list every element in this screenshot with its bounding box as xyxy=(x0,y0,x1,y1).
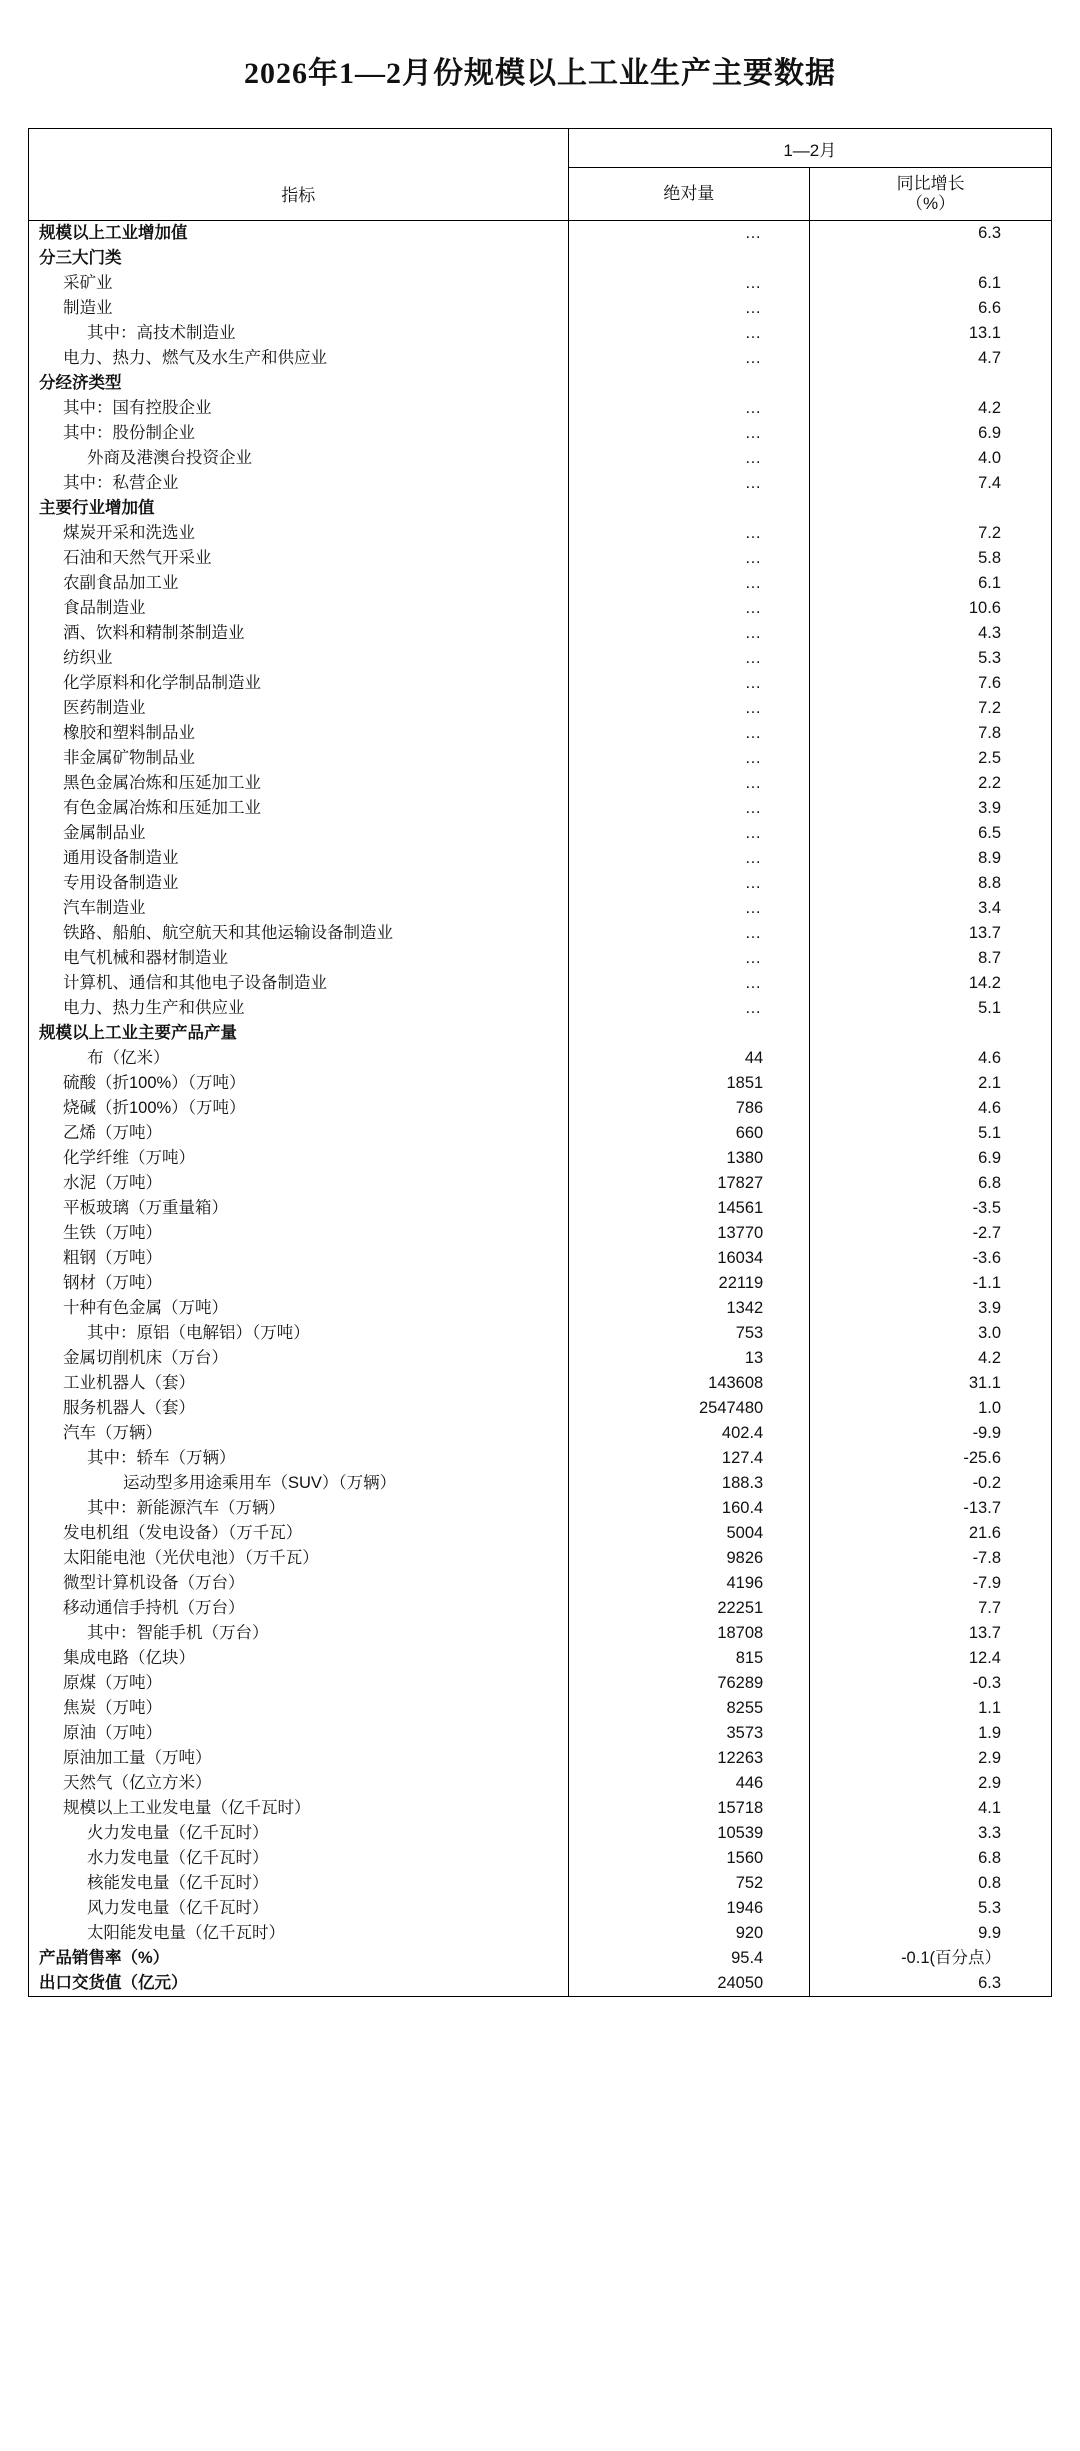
row-absolute: 95.4 xyxy=(568,1946,810,1971)
header-indicator: 指标 xyxy=(29,168,569,221)
row-absolute: 3573 xyxy=(568,1721,810,1746)
header-indicator-top xyxy=(29,129,569,168)
row-indicator: 发电机组（发电设备）（万千瓦） xyxy=(29,1521,569,1546)
row-yoy: 13.7 xyxy=(810,1621,1052,1646)
table-row xyxy=(29,1146,1052,1171)
table-row xyxy=(29,1446,1052,1471)
row-indicator: 主要行业增加值 xyxy=(29,496,569,521)
row-indicator: 外商及港澳台投资企业 xyxy=(29,446,569,471)
row-indicator: 出口交货值（亿元） xyxy=(29,1971,569,1997)
row-absolute: … xyxy=(568,996,810,1021)
row-yoy: 4.6 xyxy=(810,1046,1052,1071)
row-indicator: 规模以上工业主要产品产量 xyxy=(29,1021,569,1046)
table-row xyxy=(29,1021,1052,1046)
row-indicator: 天然气（亿立方米） xyxy=(29,1771,569,1796)
row-indicator: 石油和天然气开采业 xyxy=(29,546,569,571)
table-row xyxy=(29,971,1052,996)
row-absolute: … xyxy=(568,421,810,446)
row-indicator: 橡胶和塑料制品业 xyxy=(29,721,569,746)
row-yoy: 14.2 xyxy=(810,971,1052,996)
table-row xyxy=(29,921,1052,946)
row-indicator: 有色金属冶炼和压延加工业 xyxy=(29,796,569,821)
row-yoy: -9.9 xyxy=(810,1421,1052,1446)
row-indicator: 工业机器人（套） xyxy=(29,1371,569,1396)
row-absolute: … xyxy=(568,771,810,796)
row-yoy: 5.3 xyxy=(810,646,1052,671)
row-yoy: 21.6 xyxy=(810,1521,1052,1546)
row-absolute: … xyxy=(568,296,810,321)
table-row xyxy=(29,1896,1052,1921)
table-header-row-top xyxy=(29,129,1052,168)
row-absolute: 786 xyxy=(568,1096,810,1121)
row-indicator: 风力发电量（亿千瓦时） xyxy=(29,1896,569,1921)
row-yoy xyxy=(810,1021,1052,1046)
row-yoy: -3.6 xyxy=(810,1246,1052,1271)
row-yoy: 5.1 xyxy=(810,996,1052,1021)
row-yoy: 6.5 xyxy=(810,821,1052,846)
row-absolute: 14561 xyxy=(568,1196,810,1221)
row-absolute: 44 xyxy=(568,1046,810,1071)
table-row xyxy=(29,596,1052,621)
row-yoy: 8.7 xyxy=(810,946,1052,971)
row-indicator: 十种有色金属（万吨） xyxy=(29,1296,569,1321)
table-row xyxy=(29,496,1052,521)
row-indicator: 移动通信手持机（万台） xyxy=(29,1596,569,1621)
row-absolute: … xyxy=(568,221,810,247)
row-indicator: 原煤（万吨） xyxy=(29,1671,569,1696)
row-absolute: 660 xyxy=(568,1121,810,1146)
row-yoy: 1.1 xyxy=(810,1696,1052,1721)
table-row xyxy=(29,571,1052,596)
row-absolute: 752 xyxy=(568,1871,810,1896)
row-absolute: … xyxy=(568,946,810,971)
table-row xyxy=(29,1296,1052,1321)
row-indicator: 其中：原铝（电解铝）（万吨） xyxy=(29,1321,569,1346)
row-indicator: 微型计算机设备（万台） xyxy=(29,1571,569,1596)
table-row xyxy=(29,1071,1052,1096)
row-yoy: 3.0 xyxy=(810,1321,1052,1346)
row-yoy: 6.3 xyxy=(810,221,1052,247)
row-absolute: 4196 xyxy=(568,1571,810,1596)
row-yoy: 3.9 xyxy=(810,796,1052,821)
table-row xyxy=(29,1396,1052,1421)
row-yoy: 2.2 xyxy=(810,771,1052,796)
row-yoy: -2.7 xyxy=(810,1221,1052,1246)
header-yoy-line1: 同比增长 xyxy=(896,174,965,193)
table-row xyxy=(29,1771,1052,1796)
row-yoy xyxy=(810,371,1052,396)
table-row xyxy=(29,721,1052,746)
table-row xyxy=(29,271,1052,296)
row-indicator: 水力发电量（亿千瓦时） xyxy=(29,1846,569,1871)
row-yoy xyxy=(810,496,1052,521)
row-absolute: … xyxy=(568,546,810,571)
row-indicator: 硫酸（折100%）（万吨） xyxy=(29,1071,569,1096)
table-row xyxy=(29,1796,1052,1821)
row-absolute: 10539 xyxy=(568,1821,810,1846)
row-indicator: 其中：新能源汽车（万辆） xyxy=(29,1496,569,1521)
row-absolute: … xyxy=(568,796,810,821)
row-yoy: 7.8 xyxy=(810,721,1052,746)
row-yoy: -25.6 xyxy=(810,1446,1052,1471)
row-indicator: 农副食品加工业 xyxy=(29,571,569,596)
row-absolute: 160.4 xyxy=(568,1496,810,1521)
table-row xyxy=(29,896,1052,921)
table-row xyxy=(29,1346,1052,1371)
row-absolute xyxy=(568,371,810,396)
row-indicator: 水泥（万吨） xyxy=(29,1171,569,1196)
row-indicator: 计算机、通信和其他电子设备制造业 xyxy=(29,971,569,996)
table-row xyxy=(29,1846,1052,1871)
row-indicator: 乙烯（万吨） xyxy=(29,1121,569,1146)
row-yoy: 2.9 xyxy=(810,1771,1052,1796)
row-yoy: 4.0 xyxy=(810,446,1052,471)
row-indicator: 电力、热力生产和供应业 xyxy=(29,996,569,1021)
row-indicator: 其中：轿车（万辆） xyxy=(29,1446,569,1471)
row-absolute: … xyxy=(568,896,810,921)
row-absolute: 13 xyxy=(568,1346,810,1371)
row-indicator: 非金属矿物制品业 xyxy=(29,746,569,771)
table-row xyxy=(29,1221,1052,1246)
row-absolute: … xyxy=(568,446,810,471)
row-yoy: 8.9 xyxy=(810,846,1052,871)
table-row xyxy=(29,821,1052,846)
row-yoy: 4.2 xyxy=(810,396,1052,421)
row-indicator: 电力、热力、燃气及水生产和供应业 xyxy=(29,346,569,371)
table-row xyxy=(29,1521,1052,1546)
table-row xyxy=(29,546,1052,571)
row-indicator: 其中：智能手机（万台） xyxy=(29,1621,569,1646)
row-absolute xyxy=(568,496,810,521)
row-absolute: 402.4 xyxy=(568,1421,810,1446)
row-absolute: … xyxy=(568,821,810,846)
table-row xyxy=(29,1721,1052,1746)
row-yoy: 6.1 xyxy=(810,571,1052,596)
row-yoy: 12.4 xyxy=(810,1646,1052,1671)
row-yoy: 1.0 xyxy=(810,1396,1052,1421)
table-row xyxy=(29,346,1052,371)
table-row xyxy=(29,471,1052,496)
row-indicator: 纺织业 xyxy=(29,646,569,671)
row-indicator: 金属制品业 xyxy=(29,821,569,846)
row-indicator: 钢材（万吨） xyxy=(29,1271,569,1296)
row-indicator: 太阳能发电量（亿千瓦时） xyxy=(29,1921,569,1946)
table-row xyxy=(29,846,1052,871)
row-indicator: 产品销售率（%） xyxy=(29,1946,569,1971)
row-absolute: … xyxy=(568,596,810,621)
row-indicator: 原油（万吨） xyxy=(29,1721,569,1746)
row-yoy: 13.7 xyxy=(810,921,1052,946)
row-yoy: 7.2 xyxy=(810,521,1052,546)
row-indicator: 布（亿米） xyxy=(29,1046,569,1071)
industrial-output-table xyxy=(28,128,1052,1997)
row-yoy xyxy=(810,246,1052,271)
table-row xyxy=(29,1596,1052,1621)
row-absolute: 22251 xyxy=(568,1596,810,1621)
table-row xyxy=(29,996,1052,1021)
row-absolute: 12263 xyxy=(568,1746,810,1771)
row-yoy: 0.8 xyxy=(810,1871,1052,1896)
row-indicator: 化学原料和化学制品制造业 xyxy=(29,671,569,696)
row-indicator: 服务机器人（套） xyxy=(29,1396,569,1421)
table-row xyxy=(29,1321,1052,1346)
row-yoy: 1.9 xyxy=(810,1721,1052,1746)
table-row xyxy=(29,221,1052,247)
header-period: 1—2月 xyxy=(568,129,1051,168)
row-yoy: 5.8 xyxy=(810,546,1052,571)
table-row xyxy=(29,1571,1052,1596)
row-indicator: 分三大门类 xyxy=(29,246,569,271)
row-yoy: -7.9 xyxy=(810,1571,1052,1596)
row-absolute: … xyxy=(568,646,810,671)
table-row xyxy=(29,1271,1052,1296)
table-row xyxy=(29,421,1052,446)
row-yoy: 4.6 xyxy=(810,1096,1052,1121)
row-yoy: 4.1 xyxy=(810,1796,1052,1821)
row-yoy: -0.2 xyxy=(810,1471,1052,1496)
row-absolute: 22119 xyxy=(568,1271,810,1296)
row-absolute: … xyxy=(568,846,810,871)
table-row xyxy=(29,1646,1052,1671)
header-yoy xyxy=(810,168,1052,221)
table-row xyxy=(29,771,1052,796)
table-row xyxy=(29,1246,1052,1271)
row-absolute: 815 xyxy=(568,1646,810,1671)
row-indicator: 焦炭（万吨） xyxy=(29,1696,569,1721)
row-absolute: 1946 xyxy=(568,1896,810,1921)
row-absolute: … xyxy=(568,921,810,946)
table-header xyxy=(29,129,1052,221)
row-indicator: 原油加工量（万吨） xyxy=(29,1746,569,1771)
header-yoy-line2: （%） xyxy=(906,193,956,213)
table-row xyxy=(29,521,1052,546)
table-row xyxy=(29,1471,1052,1496)
row-absolute: 5004 xyxy=(568,1521,810,1546)
row-indicator: 专用设备制造业 xyxy=(29,871,569,896)
row-absolute: … xyxy=(568,696,810,721)
row-yoy: 10.6 xyxy=(810,596,1052,621)
row-yoy: 6.1 xyxy=(810,271,1052,296)
row-yoy: 13.1 xyxy=(810,321,1052,346)
table-row xyxy=(29,1971,1052,1997)
row-indicator: 铁路、船舶、航空航天和其他运输设备制造业 xyxy=(29,921,569,946)
row-indicator: 核能发电量（亿千瓦时） xyxy=(29,1871,569,1896)
table-header-row-bottom xyxy=(29,168,1052,221)
row-indicator: 食品制造业 xyxy=(29,596,569,621)
row-yoy: 5.1 xyxy=(810,1121,1052,1146)
row-yoy: 3.3 xyxy=(810,1821,1052,1846)
row-indicator: 集成电路（亿块） xyxy=(29,1646,569,1671)
row-indicator: 化学纤维（万吨） xyxy=(29,1146,569,1171)
table-row xyxy=(29,646,1052,671)
row-absolute: 188.3 xyxy=(568,1471,810,1496)
row-yoy: 2.9 xyxy=(810,1746,1052,1771)
table-row xyxy=(29,321,1052,346)
row-absolute: 1342 xyxy=(568,1296,810,1321)
table-row xyxy=(29,621,1052,646)
row-indicator: 通用设备制造业 xyxy=(29,846,569,871)
row-yoy: -7.8 xyxy=(810,1546,1052,1571)
row-yoy: 31.1 xyxy=(810,1371,1052,1396)
row-absolute: … xyxy=(568,346,810,371)
row-indicator: 酒、饮料和精制茶制造业 xyxy=(29,621,569,646)
table-row xyxy=(29,1421,1052,1446)
row-indicator: 平板玻璃（万重量箱） xyxy=(29,1196,569,1221)
table-row xyxy=(29,796,1052,821)
row-absolute: … xyxy=(568,521,810,546)
row-absolute: … xyxy=(568,396,810,421)
row-absolute: … xyxy=(568,621,810,646)
row-indicator: 规模以上工业发电量（亿千瓦时） xyxy=(29,1796,569,1821)
row-yoy: 5.3 xyxy=(810,1896,1052,1921)
row-indicator: 金属切削机床（万台） xyxy=(29,1346,569,1371)
row-yoy: -13.7 xyxy=(810,1496,1052,1521)
table-row xyxy=(29,946,1052,971)
row-absolute: … xyxy=(568,271,810,296)
row-absolute: … xyxy=(568,671,810,696)
row-absolute: 1851 xyxy=(568,1071,810,1096)
row-absolute: 920 xyxy=(568,1921,810,1946)
row-absolute: … xyxy=(568,871,810,896)
row-indicator: 其中：国有控股企业 xyxy=(29,396,569,421)
row-absolute: 1380 xyxy=(568,1146,810,1171)
table-row xyxy=(29,696,1052,721)
row-indicator: 医药制造业 xyxy=(29,696,569,721)
row-yoy: 6.8 xyxy=(810,1171,1052,1196)
row-indicator: 太阳能电池（光伏电池）（万千瓦） xyxy=(29,1546,569,1571)
table-row xyxy=(29,396,1052,421)
row-absolute: 127.4 xyxy=(568,1446,810,1471)
table-row xyxy=(29,1371,1052,1396)
row-yoy: 2.5 xyxy=(810,746,1052,771)
row-absolute: 143608 xyxy=(568,1371,810,1396)
table-row xyxy=(29,1121,1052,1146)
table-row xyxy=(29,446,1052,471)
row-absolute: 8255 xyxy=(568,1696,810,1721)
row-indicator: 生铁（万吨） xyxy=(29,1221,569,1246)
table-row xyxy=(29,371,1052,396)
row-absolute: … xyxy=(568,571,810,596)
row-yoy: -3.5 xyxy=(810,1196,1052,1221)
row-absolute: … xyxy=(568,746,810,771)
row-yoy: -0.1(百分点） xyxy=(810,1946,1052,1971)
row-yoy: 4.2 xyxy=(810,1346,1052,1371)
row-indicator: 其中：私营企业 xyxy=(29,471,569,496)
row-yoy: 8.8 xyxy=(810,871,1052,896)
row-indicator: 制造业 xyxy=(29,296,569,321)
row-yoy: 4.3 xyxy=(810,621,1052,646)
row-indicator: 烧碱（折100%）（万吨） xyxy=(29,1096,569,1121)
table-row xyxy=(29,1171,1052,1196)
table-row xyxy=(29,296,1052,321)
row-absolute: 2547480 xyxy=(568,1396,810,1421)
table-row xyxy=(29,1671,1052,1696)
row-yoy: 7.7 xyxy=(810,1596,1052,1621)
row-absolute: … xyxy=(568,971,810,996)
row-yoy: 4.7 xyxy=(810,346,1052,371)
row-yoy: -1.1 xyxy=(810,1271,1052,1296)
row-absolute: 753 xyxy=(568,1321,810,1346)
row-yoy: 3.4 xyxy=(810,896,1052,921)
row-indicator: 分经济类型 xyxy=(29,371,569,396)
row-indicator: 其中：高技术制造业 xyxy=(29,321,569,346)
row-indicator: 煤炭开采和洗选业 xyxy=(29,521,569,546)
row-indicator: 黑色金属冶炼和压延加工业 xyxy=(29,771,569,796)
table-row xyxy=(29,1921,1052,1946)
row-indicator: 其中：股份制企业 xyxy=(29,421,569,446)
table-row xyxy=(29,246,1052,271)
row-yoy: -0.3 xyxy=(810,1671,1052,1696)
row-absolute: 9826 xyxy=(568,1546,810,1571)
row-yoy: 7.2 xyxy=(810,696,1052,721)
row-indicator: 电气机械和器材制造业 xyxy=(29,946,569,971)
row-absolute: 18708 xyxy=(568,1621,810,1646)
row-yoy: 9.9 xyxy=(810,1921,1052,1946)
table-row xyxy=(29,1496,1052,1521)
table-row xyxy=(29,1696,1052,1721)
row-indicator: 运动型多用途乘用车（SUV）（万辆） xyxy=(29,1471,569,1496)
row-yoy: 7.6 xyxy=(810,671,1052,696)
row-yoy: 6.6 xyxy=(810,296,1052,321)
row-absolute xyxy=(568,246,810,271)
table-row xyxy=(29,1621,1052,1646)
table-row xyxy=(29,1046,1052,1071)
row-absolute: 13770 xyxy=(568,1221,810,1246)
table-row xyxy=(29,1946,1052,1971)
row-yoy: 7.4 xyxy=(810,471,1052,496)
row-absolute: 17827 xyxy=(568,1171,810,1196)
row-indicator: 粗钢（万吨） xyxy=(29,1246,569,1271)
row-indicator: 汽车（万辆） xyxy=(29,1421,569,1446)
row-indicator: 汽车制造业 xyxy=(29,896,569,921)
row-yoy: 3.9 xyxy=(810,1296,1052,1321)
row-absolute: 15718 xyxy=(568,1796,810,1821)
row-yoy: 6.8 xyxy=(810,1846,1052,1871)
row-absolute xyxy=(568,1021,810,1046)
table-row xyxy=(29,1821,1052,1846)
table-row xyxy=(29,1096,1052,1121)
row-yoy: 6.3 xyxy=(810,1971,1052,1997)
table-row xyxy=(29,1871,1052,1896)
table-body xyxy=(29,221,1052,1997)
row-yoy: 6.9 xyxy=(810,1146,1052,1171)
table-row xyxy=(29,671,1052,696)
row-absolute: 16034 xyxy=(568,1246,810,1271)
header-absolute: 绝对量 xyxy=(568,168,810,221)
page-title: 2026年1—2月份规模以上工业生产主要数据 xyxy=(244,57,836,90)
table-row xyxy=(29,1746,1052,1771)
row-indicator: 火力发电量（亿千瓦时） xyxy=(29,1821,569,1846)
table-row xyxy=(29,871,1052,896)
row-yoy: 6.9 xyxy=(810,421,1052,446)
row-absolute: … xyxy=(568,321,810,346)
row-absolute: 24050 xyxy=(568,1971,810,1997)
row-indicator: 规模以上工业增加值 xyxy=(29,221,569,247)
row-absolute: 76289 xyxy=(568,1671,810,1696)
row-absolute: 446 xyxy=(568,1771,810,1796)
row-absolute: 1560 xyxy=(568,1846,810,1871)
row-absolute: … xyxy=(568,471,810,496)
row-indicator: 采矿业 xyxy=(29,271,569,296)
table-row xyxy=(29,746,1052,771)
row-yoy: 2.1 xyxy=(810,1071,1052,1096)
table-row xyxy=(29,1196,1052,1221)
row-absolute: … xyxy=(568,721,810,746)
table-row xyxy=(29,1546,1052,1571)
